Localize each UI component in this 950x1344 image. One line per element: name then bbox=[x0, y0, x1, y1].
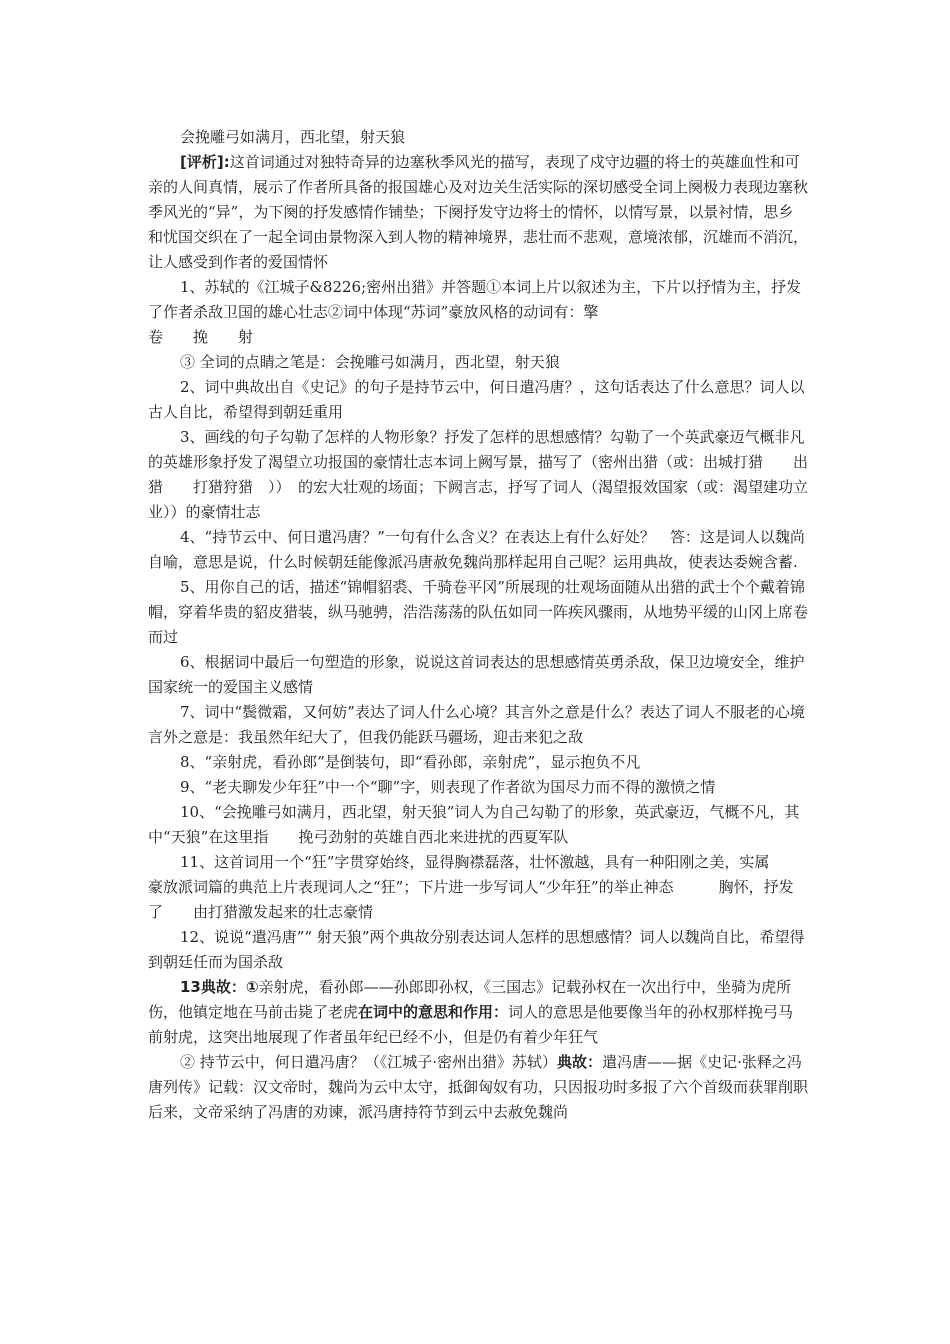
paragraph-q6: 6、根据词中最后一句塑造的形象，说说这首词表达的思想感情英勇杀敌，保卫边境安全，维护国家统一的爱国主义感情 bbox=[148, 653, 805, 696]
analysis-label: [评析]: bbox=[180, 153, 230, 171]
paragraph-q1-highlight: ③ 全词的点睛之笔是：会挽雕弓如满月，西北望，射天狼 bbox=[180, 353, 560, 371]
paragraph-q5: 5、用你自己的话，描述“锦帽貂裘、千骑卷平冈”所展现的壮观场面随从出猎的武士个个戴着锦帽，穿着华贵的貂皮猎装，纵马驰骋，浩浩荡荡的队伍如同一阵疾风骤雨，从地势平缓的山冈上席卷而过 bbox=[148, 578, 809, 646]
paragraph-1: 会挽雕弓如满月，西北望，射天狼 bbox=[180, 128, 406, 146]
paragraph-q9: 9、“老夫聊发少年狂”中一个“聊”字，则表现了作者欲为国尽力而不得的激愤之情 bbox=[180, 778, 716, 796]
paragraph-q13: 13典故：①亲射虎，看孙郎——孙郎即孙权，《三国志》记载孙权在一次出行中，坐骑为虎所伤，他镇定地在马前击毙了老虎在词中的意思和作用：词人的意思是他要像当年的孙权那样挽弓马前射虎，这突出地展现了作者虽年纪已经不小，但是仍有着少年狂气 bbox=[148, 978, 794, 1046]
allusion-label-2: 典故： bbox=[557, 1053, 603, 1071]
paragraph-q2: 2、词中典故出自《史记》的句子是持节云中，何日遣冯唐？，这句话表达了什么意思？词人以古人自比，希望得到朝廷重用 bbox=[148, 378, 805, 421]
meaning-label: 在词中的意思和作用： bbox=[358, 1003, 509, 1021]
paragraph-q10: 10、“会挽雕弓如满月，西北望，射天狼”词人为自己勾勒了的形象，英武豪迈，气概不凡，其中“天狼”在这里指 挽弓劲射的英雄自西北来进扰的西夏军队 bbox=[148, 803, 800, 846]
paragraph-q11: 11、这首词用一个“狂”字贯穿始终，显得胸襟磊落，壮怀激越，具有一种阳刚之美，实属 豪放派词篇的典范上片表现词人之“狂”；下片进一步写词人“少年狂”的举止神态 胸怀，抒发了 由打猎激发起来的壮志豪情 bbox=[148, 853, 800, 921]
paragraph-q13-part2: ② 持节云中，何日遣冯唐？（《江城子·密州出猎》苏轼）典故：遣冯唐——据《史记·张释之冯唐列传》记载：汉文帝时，魏尚为云中太守，抵御匈奴有功，只因报功时多报了六个首级而获罪削职后来，文帝采纳了冯唐的劝谏，派冯唐持符节到云中去赦免魏尚 bbox=[148, 1053, 809, 1121]
allusion-label: 13典故：① bbox=[180, 978, 259, 996]
paragraph-q1-verbs: 卷 挽 射 bbox=[148, 328, 254, 346]
paragraph-q7: 7、词中“鬓微霜，又何妨”表达了词人什么心境？其言外之意是什么？表达了词人不服老的心境言外之意是：我虽然年纪大了，但我仍能跃马疆场，迎击来犯之敌 bbox=[148, 703, 805, 746]
paragraph-q1: 1、苏轼的《江城子&8226;密州出猎》并答题①本词上片以叙述为主，下片以抒情为主，抒发了作者杀敌卫国的雄心壮志②词中体现“苏词”豪放风格的动词有：擎 bbox=[148, 278, 802, 321]
paragraph-q12: 12、说说“遣冯唐”“ 射天狼”两个典故分别表达词人怎样的思想感情？词人以魏尚自比，希望得到朝廷任而为国杀敌 bbox=[148, 928, 805, 971]
paragraph-q3: 3、画线的句子勾勒了怎样的人物形象？抒发了怎样的思想感情？勾勒了一个英武豪迈气概非凡的英雄形象抒发了渴望立功报国的豪情壮志本词上阙写景，描写了（密州出猎（或：出城打猎 出猎 打猎狩猎 ）） 的宏大壮观的场面；下阙言志，抒写了词人（渴望报效国家（或：渴望建功立业））的豪情壮志 bbox=[148, 428, 809, 521]
document-body bbox=[148, 125, 808, 1125]
paragraph-q8: 8、“亲射虎，看孙郎”是倒装句，即“看孙郎，亲射虎”，显示抱负不凡 bbox=[180, 753, 641, 771]
paragraph-q4: 4、“持节云中、何日遣冯唐？”一句有什么含义？在表达上有什么好处？ 答：这是词人以魏尚自喻，意思是说，什么时候朝廷能像派冯唐赦免魏尚那样起用自己呢？运用典故，使表达委婉含蓄. bbox=[148, 528, 805, 571]
paragraph-analysis: [评析]:这首词通过对独特奇异的边塞秋季风光的描写，表现了戍守边疆的将士的英雄血性和可亲的人间真情，展示了作者所具备的报国雄心及对边关生活实际的深切感受全词上阕极力表现边塞秋季风光的“异”，为下阕的抒发感情作铺垫；下阕抒发守边将士的情怀，以情写景，以景衬情，思乡和忧国交织在了一起全词由景物深入到人物的精神境界，悲壮而不悲观，意境浓郁，沉雄而不消沉，让人感受到作者的爱国情怀 bbox=[148, 153, 809, 271]
